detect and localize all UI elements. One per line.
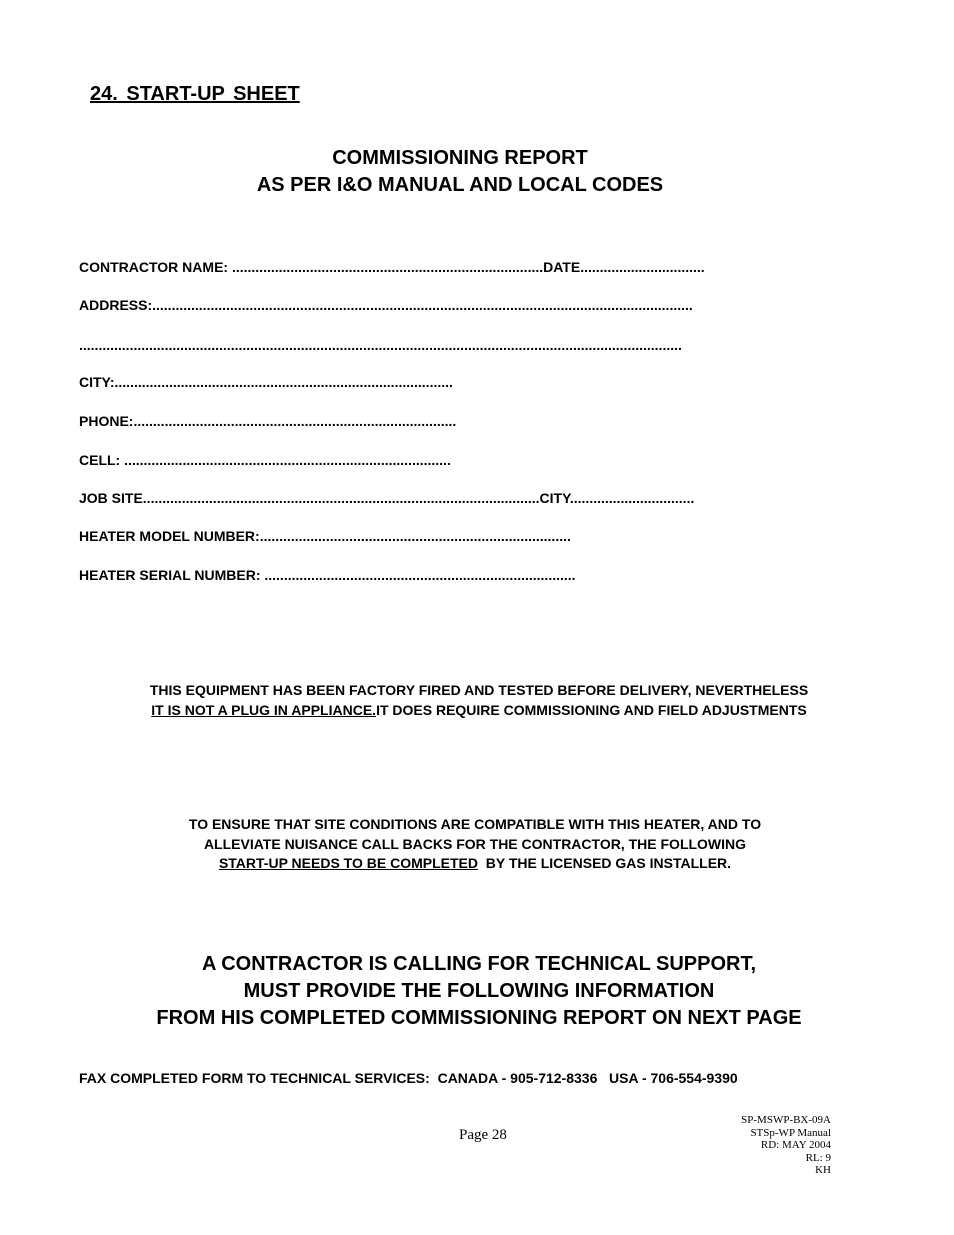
heater-model-field: HEATER MODEL NUMBER:................................................................................ <box>79 528 571 544</box>
fax-instructions: FAX COMPLETED FORM TO TECHNICAL SERVICES: CANADA - 905-712-8336 USA - 706-554-9390 <box>79 1070 738 1086</box>
doc-code-line: RL: 9 <box>805 1151 831 1164</box>
doc-code-line: STSp-WP Manual <box>750 1126 831 1139</box>
report-title <box>0 145 920 199</box>
cell-field: CELL: .................................................................................... <box>79 452 451 468</box>
support-line2: MUST PROVIDE THE FOLLOWING INFORMATION <box>243 980 715 1002</box>
report-title-line2: AS PER I&O MANUAL AND LOCAL CODES <box>256 174 664 196</box>
address-field: ADDRESS:........................................................................................................................................... <box>79 297 693 313</box>
doc-code-line: RD: MAY 2004 <box>760 1139 831 1151</box>
section-title: 24. START-UP SHEET <box>90 83 300 105</box>
notice1-line2-rest: IT DOES REQUIRE COMMISSIONING AND FIELD ADJUSTMENTS <box>376 701 807 718</box>
support-line3: FROM HIS COMPLETED COMMISSIONING REPORT ON NEXT PAGE <box>156 1007 802 1029</box>
factory-fired-notice <box>0 681 954 720</box>
notice1-underlined: IT IS NOT A PLUG IN APPLIANCE. <box>151 701 377 718</box>
notice1-line2 <box>0 701 954 721</box>
phone-field: PHONE:................................................................................... <box>79 413 457 429</box>
page-number: Page 28 <box>459 1127 507 1143</box>
city-field: CITY:....................................................................................... <box>79 374 453 390</box>
address-line2-field: ........................................................................................................................................................... <box>79 337 682 353</box>
document-code <box>741 1114 831 1177</box>
contractor-name-field: CONTRACTOR NAME: ................................................................................DATE................................ <box>79 259 705 275</box>
notice1-line1: THIS EQUIPMENT HAS BEEN FACTORY FIRED AND TESTED BEFORE DELIVERY, NEVERTHELESS <box>149 682 809 698</box>
heater-serial-field: HEATER SERIAL NUMBER: ................................................................................ <box>79 567 576 583</box>
notice2-line1: TO ENSURE THAT SITE CONDITIONS ARE COMPATIBLE WITH THIS HEATER, AND TO <box>188 816 762 832</box>
notice2-line3 <box>0 854 950 874</box>
notice2-line3-rest: BY THE LICENSED GAS INSTALLER. <box>477 855 732 871</box>
notice2-underlined: START-UP NEEDS TO BE COMPLETED <box>218 855 478 871</box>
doc-code-line: SP-MSWP-BX-09A <box>741 1114 831 1126</box>
notice2-line2: ALLEVIATE NUISANCE CALL BACKS FOR THE CONTRACTOR, THE FOLLOWING <box>203 835 747 852</box>
job-site-field: JOB SITE......................................................................................................CITY................................ <box>79 490 695 506</box>
report-title-line1: COMMISSIONING REPORT <box>332 147 588 169</box>
support-line1: A CONTRACTOR IS CALLING FOR TECHNICAL SUPPORT, <box>201 953 757 975</box>
site-conditions-notice <box>0 815 950 874</box>
technical-support-notice <box>0 951 954 1032</box>
doc-code-line: KH <box>815 1164 831 1176</box>
